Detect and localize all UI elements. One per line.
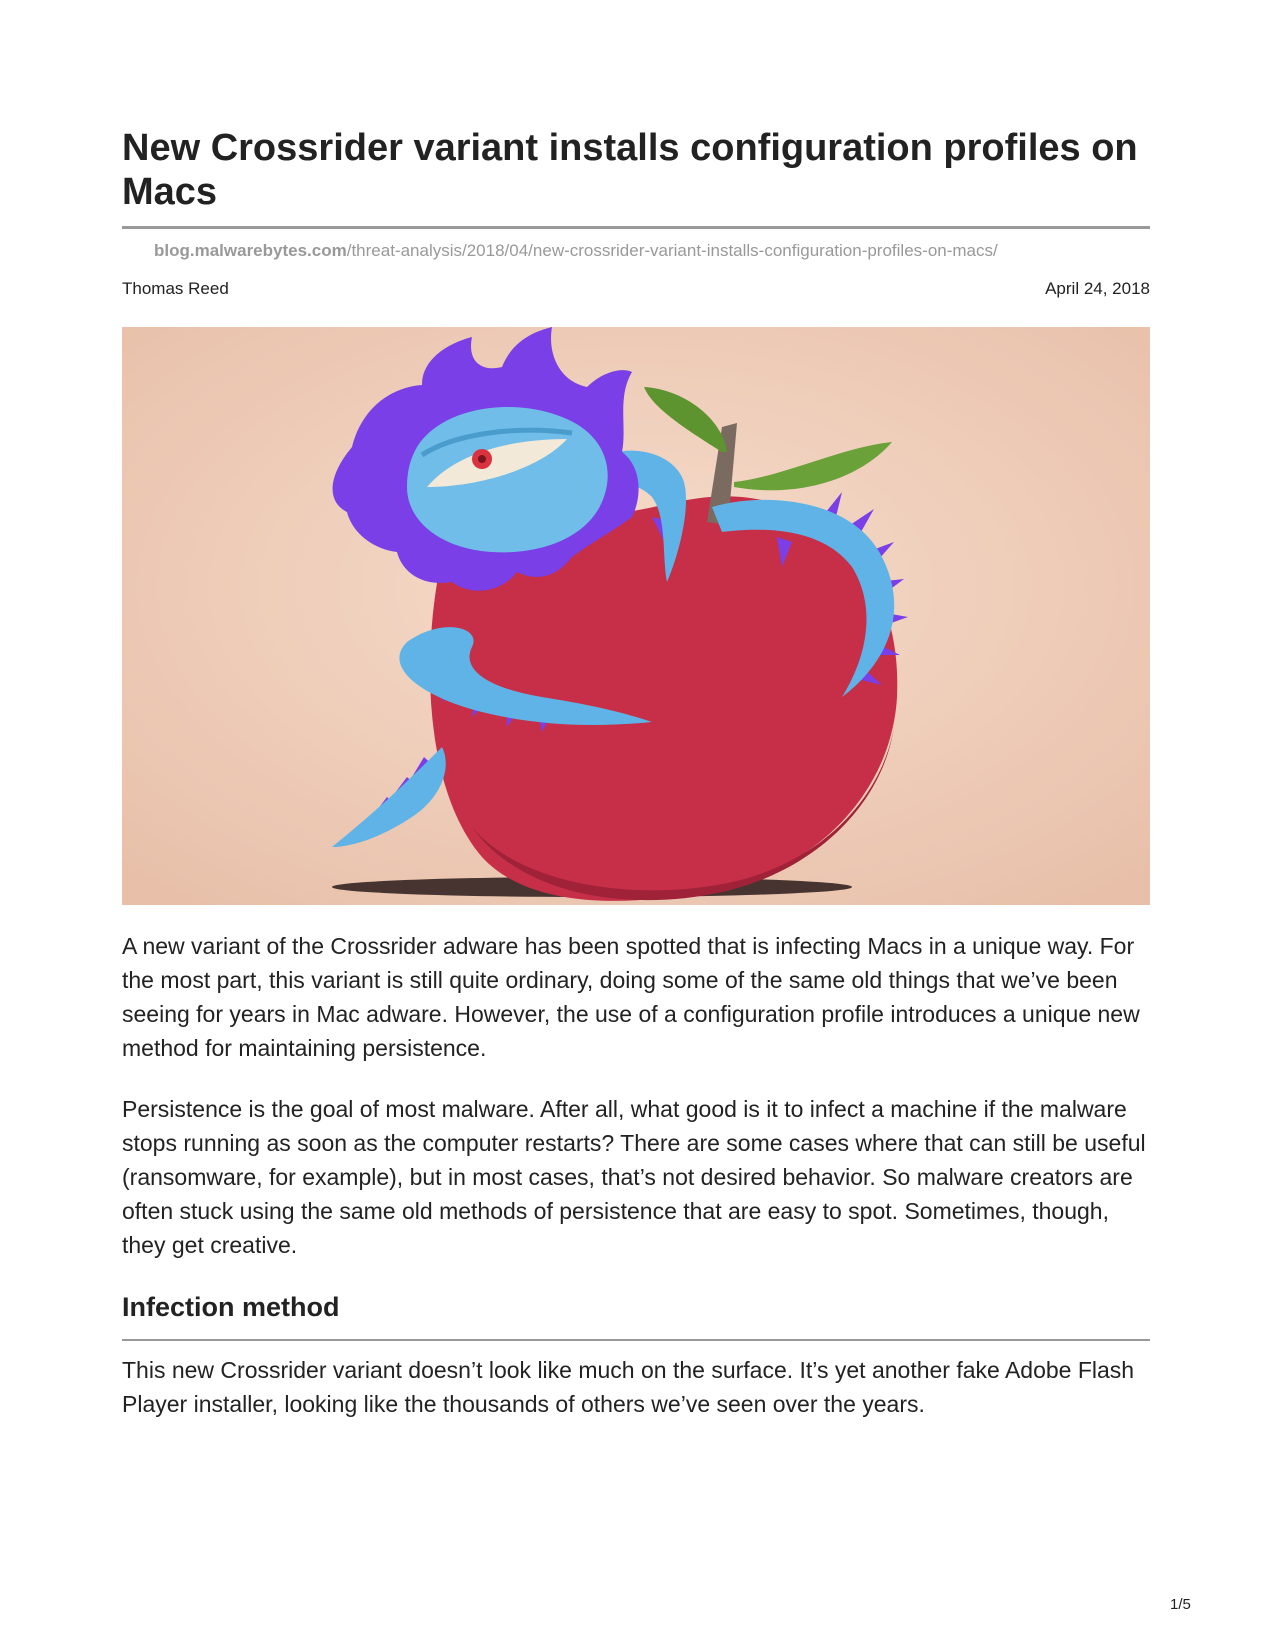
apple-monster-illustration — [122, 327, 1150, 905]
source-path[interactable]: /threat-analysis/2018/04/new-crossrider-variant-installs-configuration-profiles-on-macs/ — [346, 241, 998, 260]
infection-paragraph: This new Crossrider variant doesn’t look like much on the surface. It’s yet another fake Adobe Flash Player installer, looking like the thousands of others we’ve seen over the years. — [122, 1357, 1135, 1417]
source-domain[interactable]: blog.malwarebytes.com — [154, 241, 347, 260]
section-heading-infection-method: Infection method — [122, 1292, 340, 1322]
byline — [122, 279, 1150, 299]
title-divider — [122, 226, 1150, 229]
publish-date: April 24, 2018 — [1045, 279, 1150, 298]
persistence-paragraph: Persistence is the goal of most malware. After all, what good is it to infect a machine if the malware stops running as soon as the computer restarts? There are some cases where that can still be useful (ransomware, for example), but in most cases, that’s not desired behavior. So malware creators are often stuck using the same old methods of persistence that are easy to spot. Sometimes, though, they get creative. — [122, 1096, 1146, 1258]
page-number: 1/5 — [1170, 1596, 1191, 1613]
section-divider — [122, 1339, 1150, 1341]
hero-illustration — [122, 327, 1150, 905]
intro-paragraph: A new variant of the Crossrider adware has been spotted that is infecting Macs in a unique way. For the most part, this variant is still quite ordinary, doing some of the same old things that we’ve been seeing for years in Mac adware. However, the use of a configuration profile introduces a unique new method for maintaining persistence. — [122, 933, 1140, 1061]
source-url[interactable] — [154, 241, 998, 261]
article-title: New Crossrider variant installs configuration profiles on Macs — [122, 127, 1138, 213]
author-name: Thomas Reed — [122, 279, 229, 298]
